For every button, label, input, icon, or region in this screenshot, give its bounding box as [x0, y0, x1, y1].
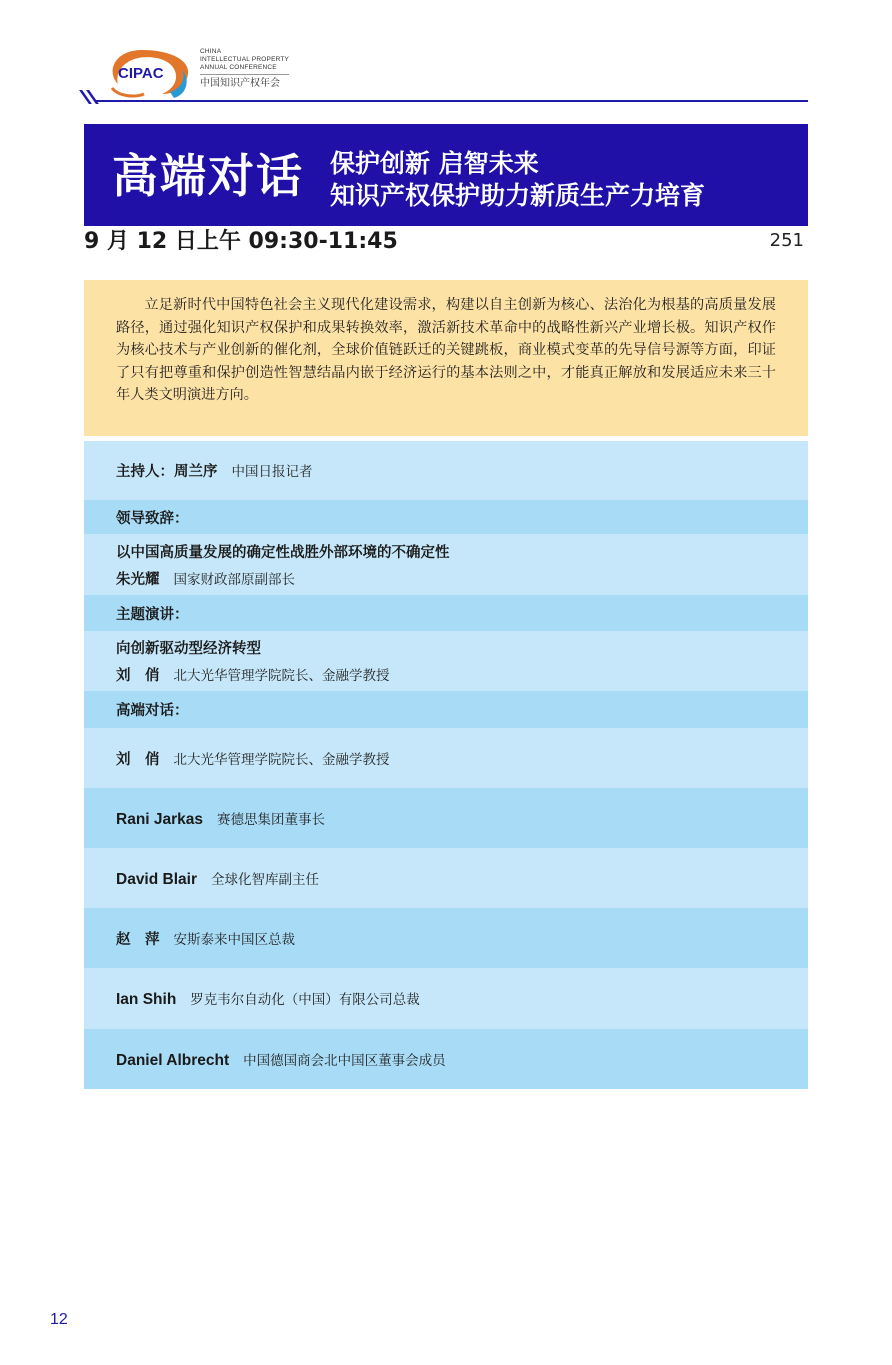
leader-topic: 以中国高质量发展的确定性战胜外部环境的不确定性	[116, 544, 450, 561]
panelist-name: Rani Jarkas	[116, 810, 204, 828]
org-name	[200, 48, 289, 91]
leader-talk-row	[84, 534, 808, 595]
session-code: 251	[769, 230, 804, 251]
leader-label: 领导致辞：	[116, 510, 189, 527]
dialogue-label-row	[84, 691, 808, 728]
host-name: 主持人：周兰序	[116, 464, 218, 480]
panelist-desc: 全球化智库副主任	[210, 871, 319, 888]
logo-wordmark: CIPAC	[118, 65, 164, 82]
page-number: 12	[50, 1311, 68, 1328]
program-list	[84, 441, 808, 1089]
keynote-label-row	[84, 595, 808, 631]
panelist-row	[84, 728, 808, 788]
panelist-name: Ian Shih	[116, 991, 177, 1008]
panelist-row	[84, 788, 808, 848]
panelist-name: 刘 俏	[116, 751, 160, 768]
header-divider	[96, 100, 808, 102]
keynote-topic: 向创新驱动型经济转型	[116, 641, 261, 657]
intro-text: 立足新时代中国特色社会主义现代化建设需求，构建以自主创新为核心、法治化为根基的高质量发展路径，通过强化知识产权保护和成果转换效率，激活新技术革命中的战略性新兴产业增长极。知识产权作为核心技术与产业创新的催化剂，全球价值链跃迁的关键跳板，商业模式变革的先导信号源等方面，印证了只有把尊重和保护创造性智慧结晶内嵌于经济运行的基本法则之中，才能真正解放和发展适应未来三十年人类文明演进方向。	[116, 297, 776, 403]
keynote-name: 刘 俏	[116, 668, 160, 684]
intro-block	[84, 280, 808, 436]
org-en-2: INTELLECTUAL PROPERTY	[200, 56, 290, 63]
session-time: 9 月 12 日上午 09:30-11:45	[84, 229, 398, 254]
host-desc: 中国日报记者	[231, 464, 313, 480]
panelist-desc: 中国德国商会北中国区董事会成员	[243, 1052, 446, 1069]
host-row	[84, 441, 808, 500]
panelist-desc: 安斯泰来中国区总裁	[173, 931, 295, 948]
keynote-label: 主题演讲：	[116, 606, 189, 623]
panelist-name: 赵 萍	[116, 931, 160, 948]
banner-subtitle-1: 保护创新 启智未来	[330, 149, 539, 178]
banner-subtitle-2: 知识产权保护助力新质生产力培育	[330, 181, 706, 210]
banner-title: 高端对话	[112, 149, 304, 203]
org-zh: 中国知识产权年会	[200, 74, 289, 91]
title-banner	[84, 124, 808, 226]
panelist-row	[84, 848, 808, 908]
keynote-desc: 北大光华管理学院院长、金融学教授	[173, 668, 390, 684]
keynote-row	[84, 631, 808, 691]
leader-label-row	[84, 500, 808, 534]
panelist-desc: 罗克韦尔自动化（中国）有限公司总裁	[190, 992, 420, 1008]
leader-desc: 国家财政部原副部长	[173, 571, 295, 588]
panelist-row	[84, 968, 808, 1029]
org-en-3: ANNUAL CONFERENCE	[200, 64, 277, 71]
panelist-name: David Blair	[116, 870, 197, 888]
dialogue-label: 高端对话：	[116, 703, 189, 719]
panelist-desc: 北大光华管理学院院长、金融学教授	[173, 751, 390, 768]
leader-name: 朱光耀	[116, 571, 160, 588]
cipac-logo	[104, 44, 194, 100]
panelist-row	[84, 1029, 808, 1089]
org-en-1: CHINA	[200, 48, 222, 55]
panelist-name: Daniel Albrecht	[116, 1051, 230, 1069]
panelist-row	[84, 908, 808, 968]
panelist-desc: 赛德思集团董事长	[217, 811, 326, 828]
